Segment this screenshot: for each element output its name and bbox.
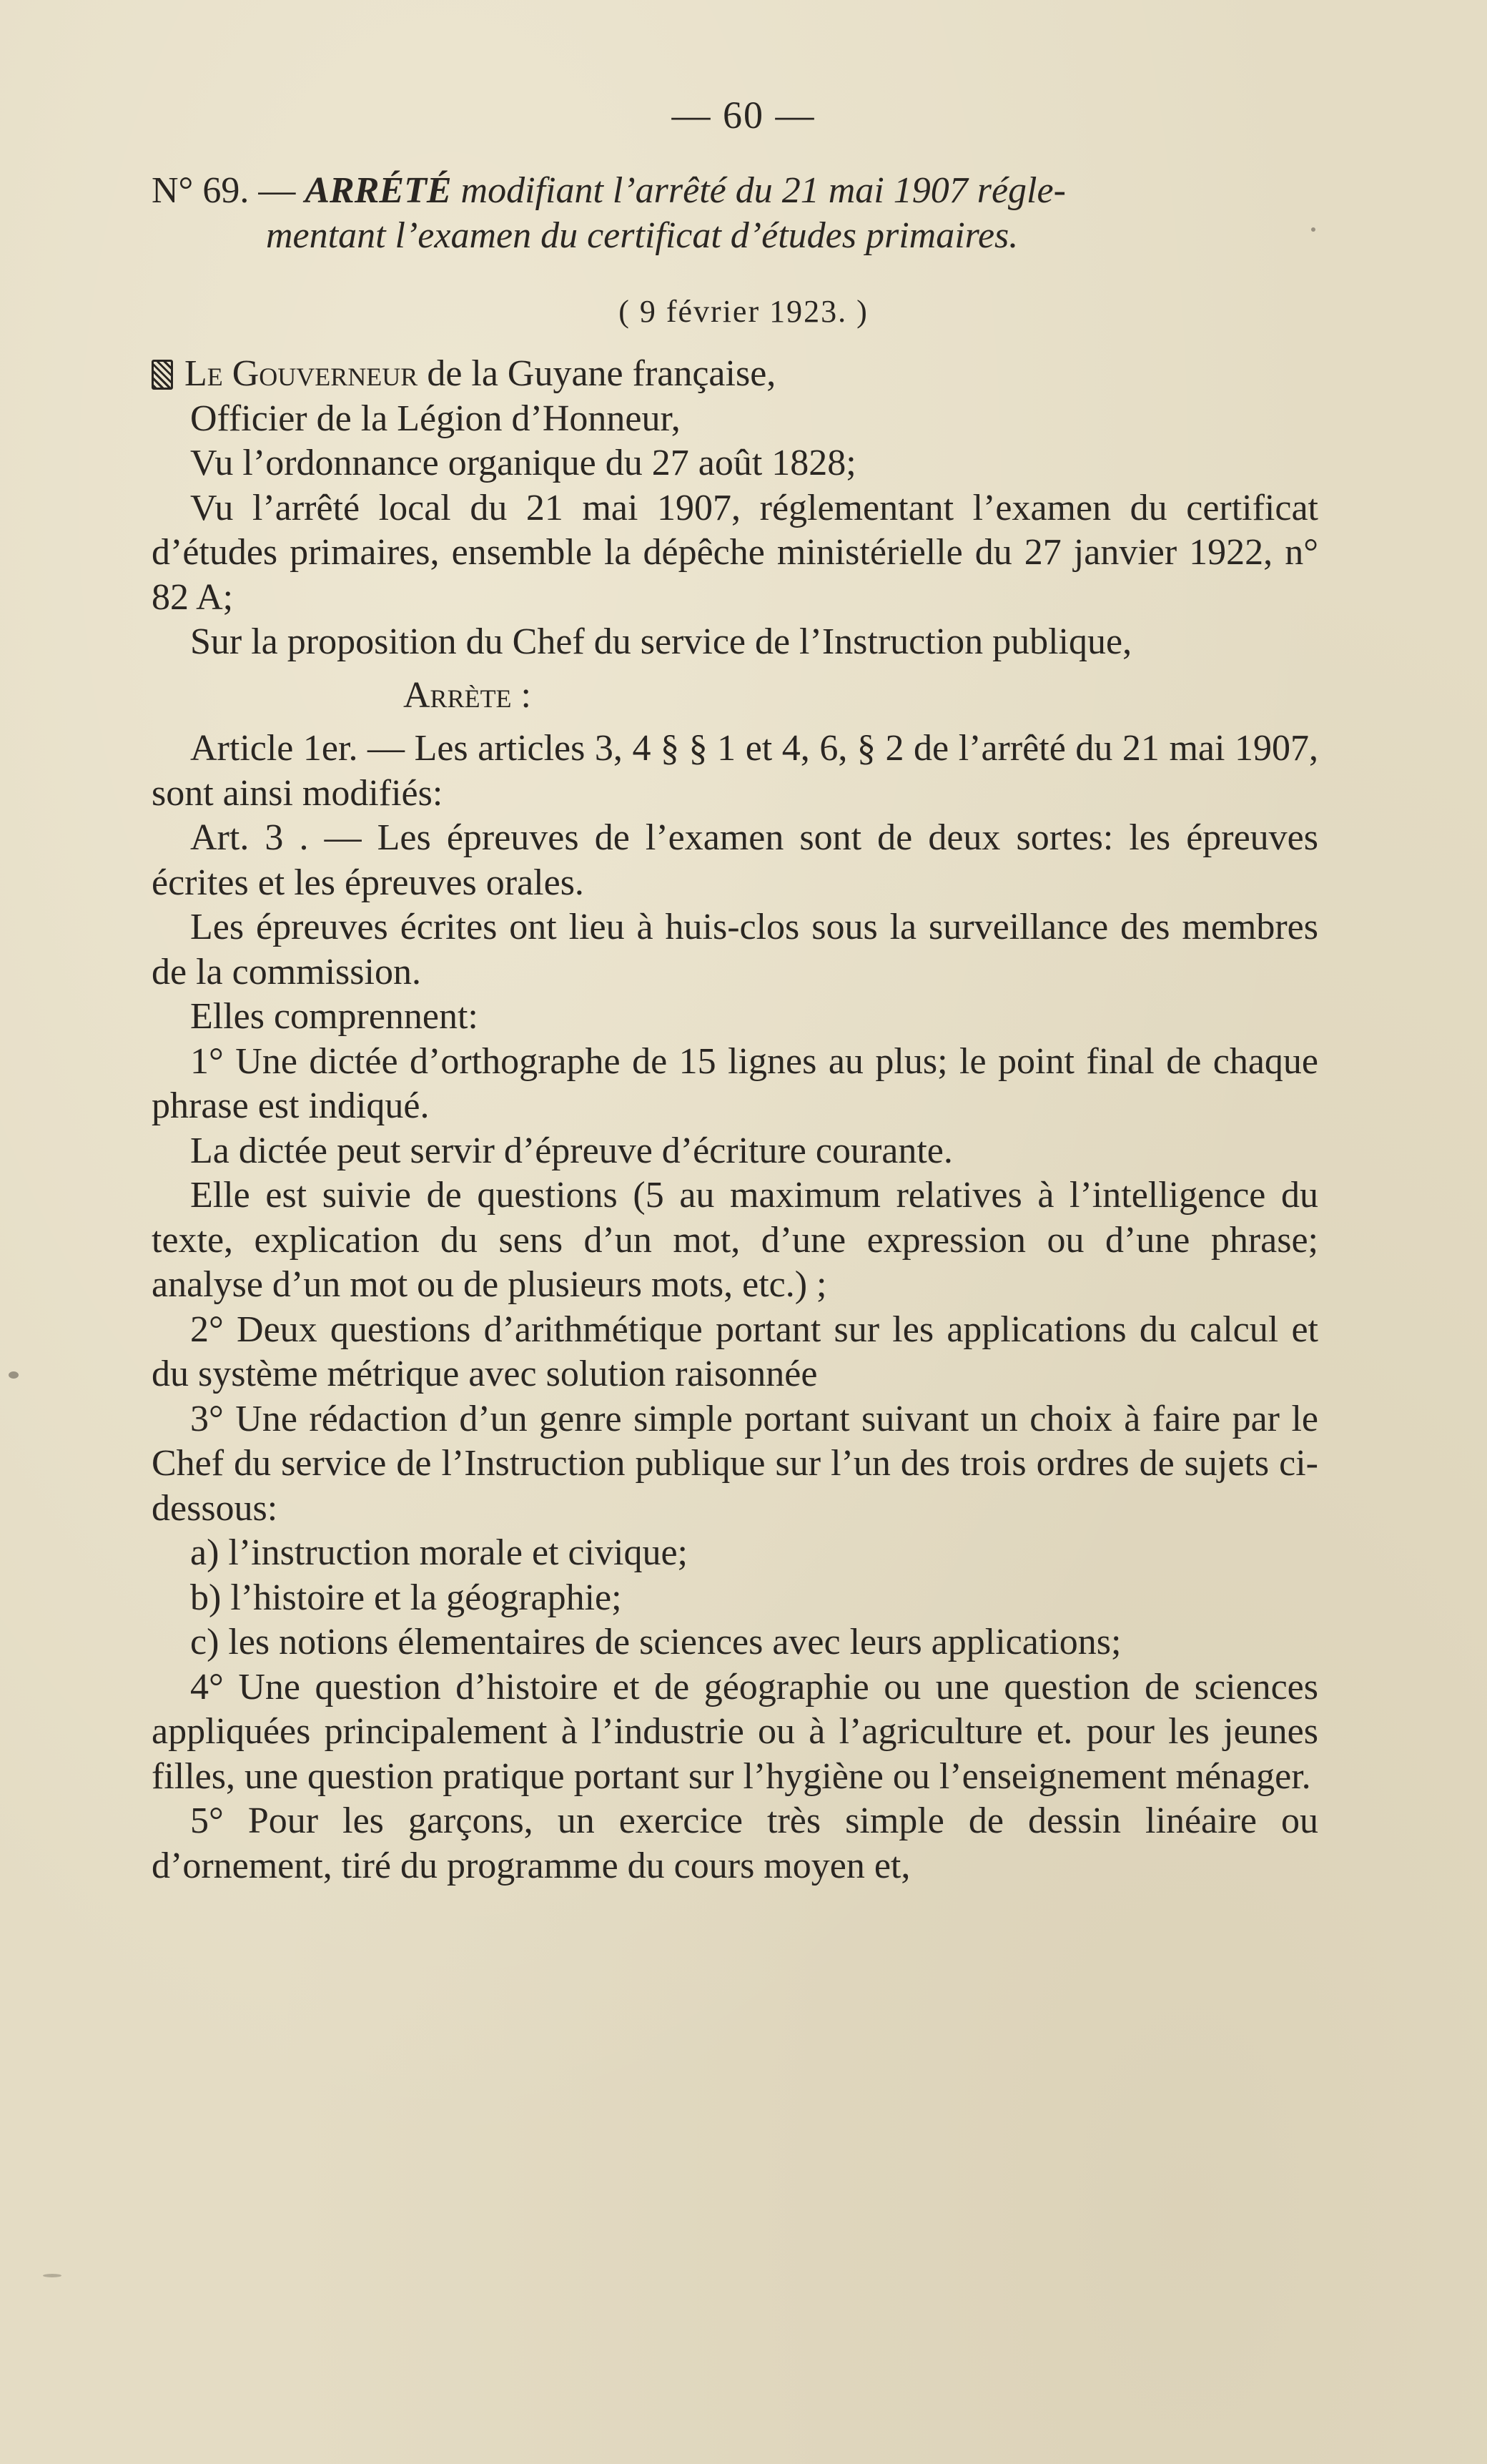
heading-line-1 (152, 169, 1318, 214)
item-3-redaction: 3° Une rédaction d’un genre simple portant suivant un choix à faire par le Chef du service de l’Instruction publique sur l’un des trois ordres de sujets ci-dessous: (152, 1398, 1318, 1529)
arrete-label: Arrète : (403, 674, 531, 716)
page-number: — 60 — (671, 94, 816, 137)
officer-line: Officier de la Légion d’Honneur, (190, 398, 681, 439)
decree-heading (152, 169, 1318, 258)
item-4-question: 4° Une question d’histoire et de géographie ou une question de sciences appliquées principalement à l’industrie ou à l’agriculture et. pour les jeunes filles, une question pratique portant sur l’hygiène ou l’enseignement ménager. (152, 1666, 1318, 1797)
heading-lead: ARRÉTÉ (305, 170, 452, 211)
elles-comprennent: Elles comprennent: (190, 996, 478, 1037)
subject-b: b) l’histoire et la géographie; (190, 1577, 622, 1618)
item-2-arithmetique: 2° Deux questions d’arithmétique portant sur les applications du calcul et du système métrique avec solution raisonnée (152, 1309, 1318, 1394)
ink-speck (9, 1371, 19, 1379)
item-5-dessin: 5° Pour les garçons, un exercice très simple de dessin linéaire ou d’ornement, tiré du programme du cours moyen et, (152, 1800, 1318, 1886)
heading-title-part-1: modifiant l’arrêté du 21 mai 1907 régle- (451, 170, 1066, 211)
subject-a: a) l’instruction morale et civique; (190, 1532, 688, 1573)
governor-title: Le Gouverneur (184, 353, 418, 394)
decree-date: ( 9 février 1923. ) (618, 294, 869, 329)
art-3: Art. 3 . — Les épreuves de l’examen sont de deux sortes: les épreuves écrites et les épreuves orales. (152, 817, 1318, 903)
governor-line (152, 352, 1318, 397)
vu-ordonnance: Vu l’ordonnance organique du 27 août 1828; (190, 443, 856, 483)
vu-arrete-local: Vu l’arrêté local du 21 mai 1907, réglementant l’examen du certificat d’études primaires, ensemble la dépêche ministérielle du 27 janvier 1922, n° 82 A; (152, 487, 1318, 618)
governor-location: de la Guyane française, (418, 353, 776, 394)
dictee-questions: Elle est suivie de questions (5 au maximum relatives à l’intelligence du texte, explication du sens d’un mot, d’une expression ou d’une phrase; analyse d’un mot ou de plusieurs mots, etc.) ; (152, 1175, 1318, 1305)
heading-dash: — (249, 170, 305, 211)
epreuves-ecrites: Les épreuves écrites ont lieu à huis-clos sous la surveillance des membres de la commission. (152, 907, 1318, 992)
printer-mark-icon (152, 360, 173, 390)
decree-body (152, 352, 1318, 1888)
sur-proposition: Sur la proposition du Chef du service de l’Instruction publique, (190, 621, 1132, 662)
ink-speck (43, 2274, 61, 2277)
item-1-dictee: 1° Une dictée d’orthographe de 15 lignes au plus; le point final de chaque phrase est indiqué. (152, 1040, 1318, 1126)
subject-c: c) les notions élementaires de sciences avec leurs applications; (190, 1622, 1122, 1662)
article-1: Article 1er. — Les articles 3, 4 § § 1 et 4, 6, § 2 de l’arrêté du 21 mai 1907, sont ainsi modifiés: (152, 728, 1318, 814)
dictee-ecriture: La dictée peut servir d’épreuve d’écriture courante. (190, 1130, 953, 1171)
decree-number: N° 69. (152, 170, 250, 211)
heading-title-part-2: mentant l’examen du certificat d’études primaires. (266, 215, 1019, 256)
